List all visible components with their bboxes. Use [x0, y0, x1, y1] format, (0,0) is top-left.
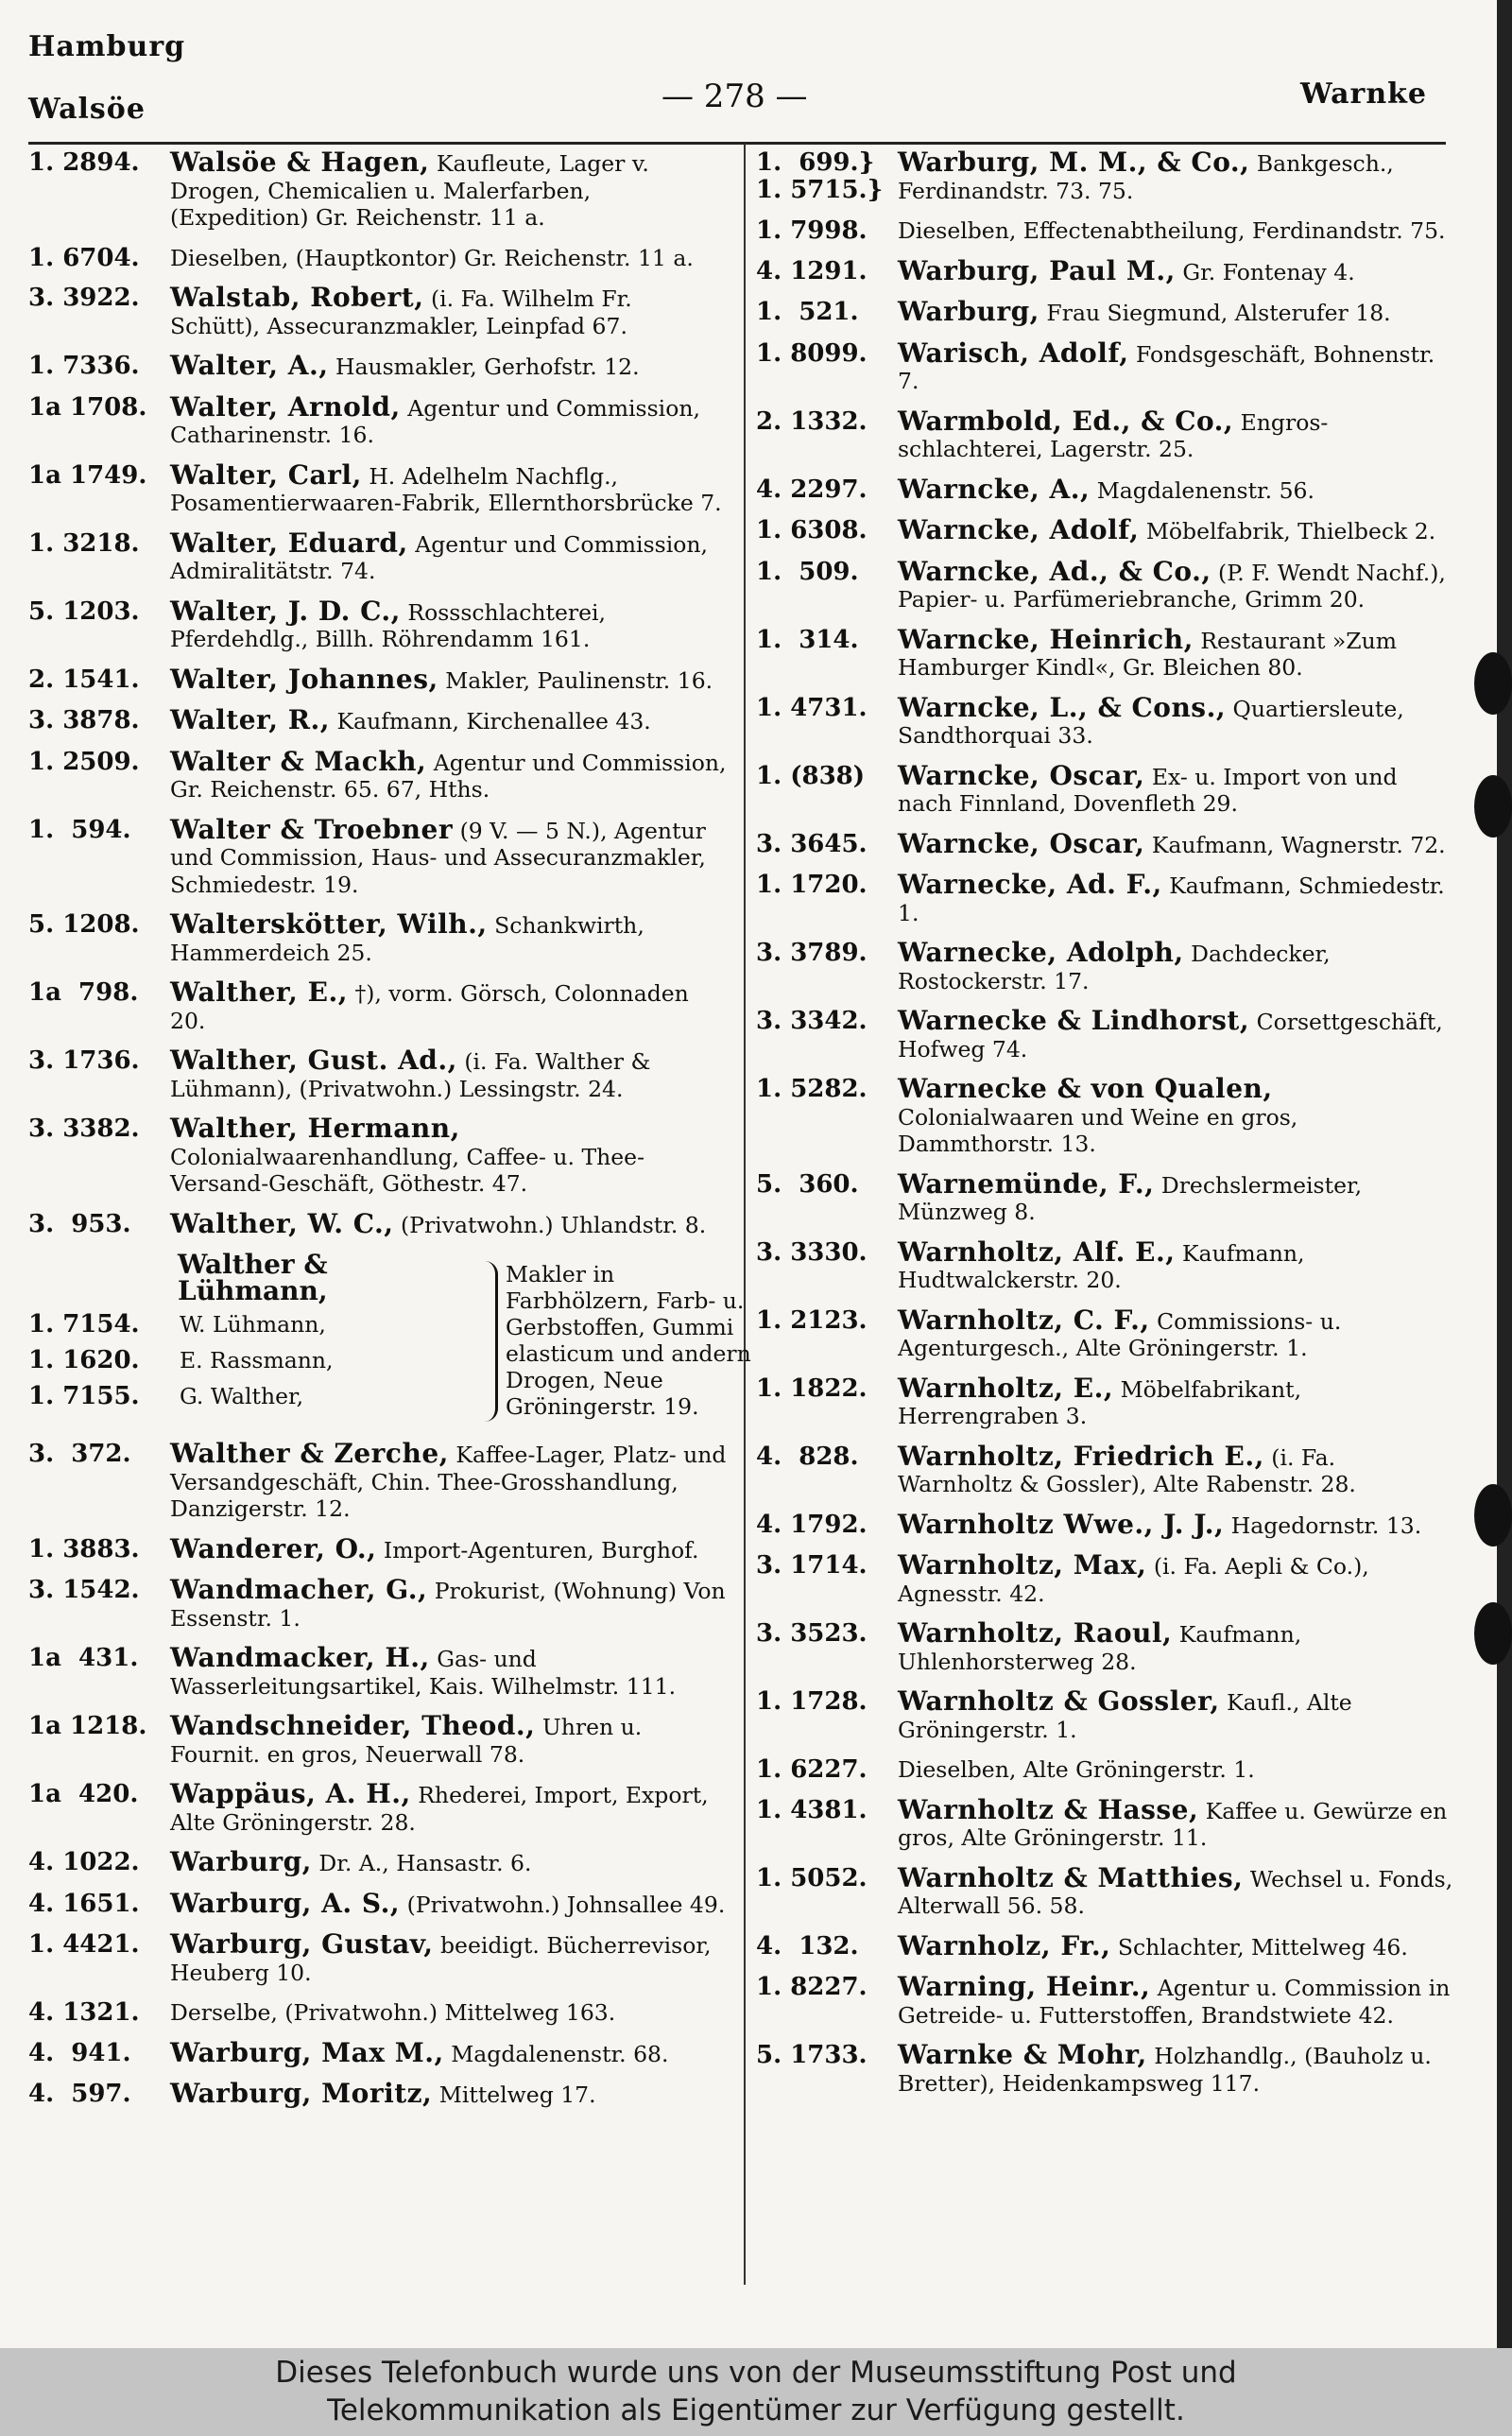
subscriber-details: Wechsel u. Fonds, Alterwall 56. 58. [898, 1865, 1453, 1919]
directory-entry [28, 1574, 728, 1632]
group-name: Walther & Lühmann, [178, 1249, 328, 1306]
directory-entry [28, 390, 728, 449]
subscriber-name: Warburg, M. M., & Co., [898, 147, 1250, 178]
phone-number: 4. 828. [756, 1442, 859, 1471]
subscriber-name: Walter, A., [170, 350, 329, 381]
phone-number: 1. 1822. [756, 1373, 868, 1403]
directory-entry [756, 1005, 1453, 1063]
phone-number: 4. 1651. [28, 1889, 140, 1918]
phone-number: 3. 3342. [756, 1007, 868, 1035]
city-header: Hamburg [28, 30, 186, 63]
subscriber-name: Warburg, [170, 1846, 312, 1877]
subscriber-details: (9 V. — 5 N.), Agentur und Commission, Haus- und Assecuranzmakler, Schmiedestr. 19. [170, 817, 706, 898]
subscriber-details: Derselbe, (Privatwohn.) Mittelweg 163. [170, 1999, 616, 2026]
subscriber-details: Uhren u. Fournit. en gros, Neuerwall 78. [170, 1714, 643, 1768]
subscriber-details: Kaufmann, Wagnerstr. 72. [1151, 831, 1446, 858]
phone-number: 1a 1749. [28, 460, 147, 490]
member-name: E. Rassmann, [180, 1347, 334, 1373]
subscriber-name: Warncke, L., & Cons., [898, 691, 1227, 723]
subscriber-details: Kaufmann, Uhlenhorsterweg 28. [898, 1621, 1302, 1675]
phone-number: 4. 941. [28, 2038, 131, 2067]
subscriber-name: Warnholtz & Matthies, [898, 1861, 1244, 1893]
subscriber-name: Warncke, Adolf, [898, 514, 1140, 545]
group-member [28, 1346, 334, 1374]
subscriber-details: Colonialwaaren und Weine en gros, Dammthorstr. 13. [898, 1103, 1298, 1157]
directory-entry [28, 908, 728, 966]
phone-number: 3. 3645. [756, 829, 868, 858]
phone-number: 3. 3922. [28, 284, 140, 312]
subscriber-details: Agentur u. Commission in Getreide- u. Futterstoffen, Brandstwiete 42. [898, 1975, 1451, 2029]
directory-entry [28, 1887, 728, 1919]
directory-entry [756, 1372, 1453, 1430]
subscriber-name: Walter & Troebner [170, 813, 454, 845]
subscriber-name: Warburg, Paul M., [898, 254, 1176, 286]
group-description: Makler in Farbhölzern, Farb- u. Gerbstoffen, Gummi elasticum und andern Drogen, Neue Gröningerstr. 19. [506, 1261, 751, 1420]
phone-number: 1. 314. [756, 625, 859, 654]
subscriber-name: Warnholtz, Alf. E., [898, 1235, 1176, 1268]
subscriber-details: Hagedornstr. 13. [1230, 1512, 1422, 1539]
directory-entry [756, 1756, 1453, 1784]
subscriber-details: Rossschlachterei, Pferdehdlg., Billh. Röhrendamm 161. [170, 598, 606, 652]
phone-number: 1. 4731. [756, 693, 868, 722]
phone-number: 3. 3878. [28, 706, 140, 734]
phone-number: 1. 594. [28, 815, 131, 844]
subscriber-details: (P. F. Wendt Nachf.), Papier- u. Parfümeriebranche, Grimm 20. [898, 559, 1446, 613]
directory-entry [28, 595, 728, 653]
subscriber-details: Quartiersleute, Sandthorquai 33. [898, 695, 1404, 749]
member-name: G. Walther, [180, 1383, 304, 1409]
subscriber-name: Warncke, Heinrich, [898, 623, 1194, 655]
subscriber-details: Kaufleute, Lager v. Drogen, Chemicalien u. Malerfarben, (Expedition) Gr. Reichenstr. 11 a. [170, 150, 649, 231]
directory-entry [28, 813, 728, 899]
subscriber-details: Restaurant »Zum Hamburger Kindl«, Gr. Bleichen 80. [898, 627, 1397, 681]
phone-number: 4. 132. [756, 1931, 859, 1961]
subscriber-name: Warnholz, Fr., [898, 1929, 1111, 1961]
subscriber-name: Warnecke & von Qualen, [898, 1073, 1273, 1104]
phone-number: 1. 2509. [28, 747, 140, 776]
subscriber-name: Warnholtz, C. F., [898, 1304, 1150, 1336]
subscriber-name: Walther, Gust. Ad., [170, 1045, 457, 1076]
subscriber-details: Magdalenenstr. 68. [451, 2040, 669, 2067]
phone-number: 4. 1291. [756, 256, 868, 285]
subscriber-details: Möbelfabrikant, Herrengraben 3. [898, 1375, 1302, 1429]
subscriber-name: Walther & Zerche, [170, 1438, 449, 1469]
subscriber-details: Agentur und Commission, Gr. Reichenstr. 65. 67, Hths. [170, 749, 727, 803]
subscriber-name: Warnholtz, Raoul, [898, 1617, 1173, 1649]
subscriber-details: Agentur und Commission, Catharinenstr. 16. [170, 394, 700, 448]
phone-number: 5. 360. [756, 1169, 859, 1199]
phone-number: 3. 1542. [28, 1576, 140, 1604]
subscriber-details: Dachdecker, Rostockerstr. 17. [898, 941, 1331, 994]
subscriber-name: Walstab, Robert, [170, 282, 424, 313]
directory-entry [756, 1167, 1453, 1226]
subscriber-name: Warnholtz, Max, [898, 1549, 1147, 1581]
directory-entry [756, 2039, 1453, 2097]
phone-number: 4. 1792. [756, 1510, 868, 1539]
directory-entry [756, 1617, 1453, 1675]
directory-entry [756, 623, 1453, 682]
subscriber-name: Walter, Eduard, [170, 527, 408, 559]
header-rule [28, 142, 1446, 145]
directory-entry [28, 1115, 728, 1198]
directory-entry [28, 149, 728, 232]
phone-number: 1. 8227. [756, 1973, 868, 2001]
directory-entry [28, 1532, 728, 1564]
phone-number: 4. 1022. [28, 1848, 140, 1876]
right-entries [756, 149, 1453, 2097]
phone-number: 1. 3218. [28, 528, 140, 558]
phone-number: 1a 1218. [28, 1712, 147, 1740]
binding-hole [1474, 1602, 1512, 1665]
subscriber-details: Engros-schlachterei, Lagerstr. 25. [898, 408, 1329, 462]
subscriber-details: Möbelfabrik, Thielbeck 2. [1145, 518, 1436, 544]
phone-number: 2. 1541. [28, 665, 140, 694]
directory-entry [756, 1971, 1453, 2029]
directory-entry [756, 555, 1453, 613]
subscriber-name: Warisch, Adolf, [898, 337, 1129, 369]
directory-entry [756, 254, 1453, 286]
subscriber-details: Schankwirth, Hammerdeich 25. [170, 912, 644, 966]
subscriber-name: Walterskötter, Wilh., [170, 908, 488, 940]
directory-entry [28, 1846, 728, 1877]
directory-entry [28, 1928, 728, 1986]
directory-entry [756, 337, 1453, 395]
phone-number: 1. 6308. [756, 516, 868, 544]
directory-entry [756, 1440, 1453, 1498]
phone-number: 3. 953. [28, 1209, 131, 1238]
subscriber-details: Magdalenenstr. 56. [1096, 476, 1314, 504]
directory-entry [756, 759, 1453, 818]
subscriber-details: Dieselben, Effectenabtheilung, Ferdinandstr. 75. [898, 217, 1446, 244]
directory-entry [28, 976, 728, 1034]
directory-entry [28, 245, 728, 272]
phone-number: 1. 7336. [28, 352, 140, 380]
group-member [28, 1310, 326, 1339]
phone-number: 1. (838) [756, 761, 866, 790]
directory-entry [28, 527, 728, 585]
subscriber-details: Kaufl., Alte Gröningerstr. 1. [898, 1689, 1352, 1743]
phone-number: 1. 2123. [756, 1305, 868, 1335]
subscriber-details: H. Adelhelm Nachflg., Posamentierwaaren-Fabrik, Ellernthorsbrücke 7. [170, 462, 722, 516]
directory-entry [756, 1685, 1453, 1743]
subscriber-details: Kaufmann, Schmiedestr. 1. [898, 872, 1445, 926]
directory-entry [756, 691, 1453, 750]
directory-entry [756, 217, 1453, 245]
binding-hole [1474, 652, 1512, 715]
right-range-header: Warnke [1299, 78, 1427, 111]
phone-number: 1a 1708. [28, 392, 147, 422]
directory-entry [756, 296, 1453, 327]
phone-number: 3. 3523. [756, 1619, 868, 1648]
phone-number: 1. 521. [756, 298, 859, 326]
subscriber-name: Warning, Heinr., [898, 1971, 1151, 2002]
phone-number: 4. 1321. [28, 1998, 140, 2027]
phone-number: 1a 420. [28, 1780, 139, 1808]
left-entries-continued [28, 1438, 728, 2109]
footer-notice [0, 2348, 1512, 2436]
directory-entry [28, 282, 728, 339]
phone-number: 1. 5282. [756, 1075, 868, 1103]
subscriber-details: Frau Siegmund, Alsterufer 18. [1046, 300, 1391, 326]
subscriber-name: Warburg, A. S., [170, 1887, 401, 1919]
directory-entry [756, 1793, 1453, 1852]
phone-number: 1. 509. [756, 557, 859, 586]
phone-number: 3. 372. [28, 1440, 131, 1468]
phone-number: 3. 3789. [756, 939, 868, 967]
phone-number: 1. 4381. [756, 1795, 868, 1824]
directory-entry [756, 1508, 1453, 1540]
subscriber-details: Kaffee-Lager, Platz- und Versandgeschäft, Chin. Thee-Grosshandlung, Danzigerstr. 12. [170, 1442, 727, 1522]
subscriber-name: Warnecke, Ad. F., [898, 869, 1162, 900]
phone-number: 5. 1203. [28, 596, 140, 626]
subscriber-name: Warnecke, Adolph, [898, 937, 1184, 968]
phone-number: 3. 3330. [756, 1237, 868, 1267]
subscriber-details: Prokurist, (Wohnung) Von Essenstr. 1. [170, 1578, 726, 1632]
directory-entry [756, 1235, 1453, 1294]
phone-number: 5. 1208. [28, 910, 140, 939]
directory-entry [28, 458, 728, 517]
subscriber-name: Wandmacher, G., [170, 1574, 428, 1605]
left-range-header: Walsöe [28, 93, 146, 126]
subscriber-details: Makler, Paulinenstr. 16. [445, 666, 713, 694]
subscriber-name: Warburg, [898, 296, 1040, 327]
page-edge-shadow [1497, 0, 1512, 2348]
subscriber-details: Colonialwaarenhandlung, Caffee- u. Thee-Versand-Geschäft, Göthestr. 47. [170, 1143, 645, 1197]
subscriber-details: Gas- und Wasserleitungsartikel, Kais. Wilhelmstr. 111. [170, 1646, 677, 1700]
directory-entry [28, 1710, 728, 1768]
subscriber-details: Dr. A., Hansastr. 6. [318, 1850, 532, 1876]
subscriber-details: Mittelweg 17. [438, 2082, 596, 2108]
subscriber-details: Import-Agenturen, Burghof. [383, 1536, 699, 1564]
phone-number: 3. 3382. [28, 1114, 140, 1143]
page-number: — 278 — [662, 78, 808, 115]
left-entries [28, 149, 728, 1238]
subscriber-details: Kaufmann, Hudtwalckerstr. 20. [898, 1239, 1305, 1293]
subscriber-details: (Privatwohn.) Uhlandstr. 8. [400, 1211, 707, 1238]
directory-entry [756, 937, 1453, 994]
phone-number: 2. 1332. [756, 406, 868, 436]
subscriber-details: Kaffee u. Gewürze en gros, Alte Gröningerstr. 11. [898, 1797, 1448, 1851]
subscriber-details: †), vorm. Görsch, Colonnaden 20. [170, 980, 689, 1034]
subscriber-name: Warnecke & Lindhorst, [898, 1005, 1250, 1036]
grouped-entry [28, 1249, 751, 1427]
subscriber-name: Warncke, Oscar, [898, 759, 1145, 791]
directory-entry [756, 869, 1453, 926]
phone-number: 1. 699.} 1. 5715.} [756, 148, 884, 204]
directory-entry [756, 514, 1453, 545]
directory-entry [756, 1929, 1453, 1961]
subscriber-details: beeidigt. Bücherrevisor, Heuberg 10. [170, 1932, 712, 1986]
binding-hole [1474, 775, 1512, 838]
subscriber-name: Warnholtz & Hasse, [898, 1793, 1199, 1825]
subscriber-name: Warburg, Gustav, [170, 1928, 434, 1960]
phone-number: 1. 1728. [756, 1687, 868, 1716]
subscriber-details: Dieselben, Alte Gröningerstr. 1. [898, 1756, 1255, 1783]
member-name: W. Lühmann, [180, 1311, 326, 1338]
subscriber-details: Ex- u. Import von und nach Finnland, Dovenfleth 29. [898, 763, 1398, 817]
subscriber-name: Walther, W. C., [170, 1207, 394, 1239]
subscriber-name: Warnemünde, F., [898, 1167, 1155, 1200]
column-divider [744, 144, 746, 2285]
phone-number: 1. 2894. [28, 148, 140, 177]
phone-number: 1. 7154. [28, 1310, 140, 1339]
group-member [28, 1382, 303, 1410]
subscriber-name: Wappäus, A. H., [170, 1778, 411, 1809]
subscriber-details: Drechslermeister, Münzweg 8. [898, 1171, 1363, 1225]
phone-number: 1. 1620. [28, 1346, 140, 1374]
subscriber-details: Kaufmann, Kirchenallee 43. [336, 708, 651, 734]
phone-number: 1. 6227. [756, 1755, 868, 1784]
subscriber-name: Warnholtz, E., [898, 1372, 1114, 1404]
subscriber-name: Warnholtz & Gossler, [898, 1685, 1220, 1717]
directory-entry [28, 1999, 728, 2027]
directory-entry [756, 827, 1453, 859]
subscriber-name: Warncke, A., [898, 473, 1091, 505]
footer-line-1: Dieses Telefonbuch wurde uns von der Museumsstiftung Post und [275, 2356, 1237, 2390]
subscriber-details: Dieselben, (Hauptkontor) Gr. Reichenstr. 11 a. [170, 244, 694, 271]
directory-entry [756, 405, 1453, 463]
subscriber-details: Bankgesch., Ferdinandstr. 73. 75. [898, 150, 1394, 204]
left-column [28, 147, 751, 2122]
directory-entry [756, 1861, 1453, 1920]
subscriber-name: Walter & Mackh, [170, 745, 427, 777]
directory-entry [28, 745, 728, 803]
subscriber-name: Walsöe & Hagen, [170, 147, 430, 178]
subscriber-name: Warnholtz Wwe., J. J., [898, 1508, 1225, 1540]
directory-entry [28, 1642, 728, 1700]
footer-line-2: Telekommunikation als Eigentümer zur Verfügung gestellt. [327, 2393, 1185, 2427]
subscriber-name: Walter, Carl, [170, 458, 362, 491]
phone-number: 3. 1736. [28, 1046, 140, 1075]
phone-number: 4. 2297. [756, 475, 868, 504]
directory-entry [28, 704, 728, 735]
subscriber-details: (i. Fa. Aepli & Co.), Agnesstr. 42. [898, 1553, 1369, 1607]
phone-number: 1. 3883. [28, 1534, 140, 1564]
phone-number: 1a 431. [28, 1644, 139, 1672]
phone-number: 1. 6704. [28, 243, 140, 272]
subscriber-details: Rhederei, Import, Export, Alte Gröningerstr. 28. [170, 1782, 709, 1836]
subscriber-details: Hausmakler, Gerhofstr. 12. [335, 354, 640, 380]
subscriber-name: Walter, R., [170, 704, 331, 735]
phone-number: 1. 7998. [756, 216, 868, 245]
directory-entry [28, 1778, 728, 1836]
directory-entry [756, 1073, 1453, 1158]
directory-entry [28, 2036, 728, 2068]
directory-entry [756, 149, 1453, 204]
phone-number: 1. 4421. [28, 1930, 140, 1959]
subscriber-name: Wanderer, O., [170, 1532, 377, 1564]
subscriber-details: Holzhandlg., (Bauholz u. Bretter), Heidenkampsweg 117. [898, 2043, 1432, 2097]
directory-entry [28, 663, 728, 695]
subscriber-details: Commissions- u. Agenturgesch., Alte Gröningerstr. 1. [898, 1307, 1342, 1361]
subscriber-details: (i. Fa. Wilhelm Fr. Schütt), Assecuranzmakler, Leinpfad 67. [170, 285, 632, 339]
directory-entry [28, 2078, 728, 2109]
subscriber-name: Warnke & Mohr, [898, 2039, 1147, 2070]
directory-entry [28, 350, 728, 381]
subscriber-name: Walther, E., [170, 976, 348, 1008]
directory-entry [756, 1549, 1453, 1607]
phone-number: 1a 798. [28, 978, 139, 1007]
subscriber-name: Walter, Johannes, [170, 663, 438, 695]
subscriber-name: Wandschneider, Theod., [170, 1710, 536, 1741]
phone-number: 1. 1720. [756, 871, 868, 899]
phone-number: 5. 1733. [756, 2041, 868, 2069]
subscriber-details: Fondsgeschäft, Bohnenstr. 7. [898, 340, 1435, 394]
directory-entry [28, 1047, 728, 1102]
subscriber-details: (i. Fa. Warnholtz & Gossler), Alte Rabenstr. 28. [898, 1443, 1356, 1497]
subscriber-name: Warmbold, Ed., & Co., [898, 405, 1234, 437]
subscriber-name: Wandmacker, H., [170, 1642, 430, 1673]
phone-number: 3. 1714. [756, 1551, 868, 1580]
directory-entry [28, 1438, 728, 1523]
subscriber-details: (Privatwohn.) Johnsallee 49. [406, 1891, 726, 1918]
curly-brace [478, 1261, 498, 1422]
directory-entry [756, 1304, 1453, 1362]
subscriber-name: Warnholtz, Friedrich E., [898, 1440, 1264, 1472]
right-column [756, 149, 1453, 2110]
binding-hole [1474, 1484, 1512, 1546]
subscriber-name: Warburg, Max M., [170, 2036, 444, 2068]
phone-number: 1. 7155. [28, 1382, 140, 1410]
directory-entry [756, 473, 1453, 505]
phone-number: 4. 597. [28, 2080, 131, 2108]
subscriber-name: Walther, Hermann, [170, 1113, 460, 1144]
subscriber-name: Warncke, Ad., & Co., [898, 555, 1211, 587]
directory-entry [28, 1207, 728, 1239]
phone-number: 1. 5052. [756, 1863, 868, 1892]
subscriber-name: Walter, Arnold, [170, 390, 401, 423]
subscriber-details: Corsettgeschäft, Hofweg 74. [898, 1009, 1443, 1063]
subscriber-details: (i. Fa. Walther & Lühmann), (Privatwohn.) Lessingstr. 24. [170, 1048, 651, 1102]
subscriber-details: Gr. Fontenay 4. [1182, 258, 1355, 285]
subscriber-details: Agentur und Commission, Admiralitätstr. 74. [170, 530, 708, 584]
subscriber-name: Warncke, Oscar, [898, 827, 1145, 859]
subscriber-name: Warburg, Moritz, [170, 2078, 433, 2109]
subscriber-name: Walter, J. D. C., [170, 595, 401, 627]
subscriber-details: Schlachter, Mittelweg 46. [1117, 1933, 1408, 1961]
phone-number: 1. 8099. [756, 338, 868, 368]
